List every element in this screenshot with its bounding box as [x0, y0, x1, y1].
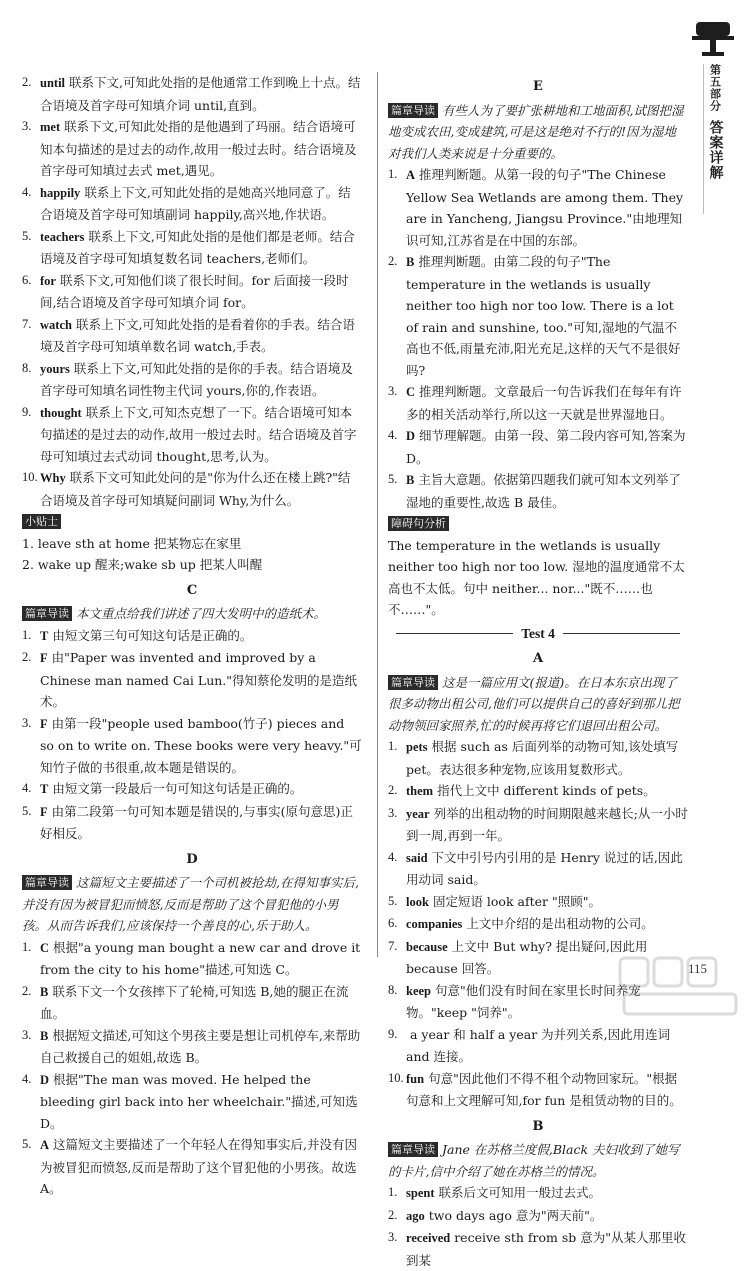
item-number: 7.: [22, 316, 32, 331]
answer-item: [22, 116, 362, 182]
item-number: 7.: [388, 938, 398, 953]
answer-keyword: for: [40, 273, 56, 288]
answer-item: [22, 1069, 362, 1135]
answer-item: [388, 1227, 688, 1271]
answer-keyword: D: [40, 1072, 50, 1087]
tip-line: 2. wake up 醒来;wake sb up 把某人叫醒: [22, 557, 263, 572]
item-number: 5.: [22, 803, 32, 818]
intro-text: 这是一篇应用文(报道)。在日本东京出现了很多动物出租公司,他们可以提供自己的喜好到那儿把动物领回家照养,忙的时候再将它们退回出租公司。: [388, 674, 680, 733]
answer-text: 细节理解题。由第一段、第二段内容可知,答案为 D。: [406, 428, 686, 466]
answer-item: [388, 1068, 688, 1112]
answer-text: 列举的出租动物的时间期限越来越长;从一小时到一周,再到一年。: [406, 805, 688, 843]
item-number: 2.: [388, 783, 398, 797]
answer-item: [22, 402, 362, 468]
answer-text: 推理判断题。由第二段的句子"The temperature in the wetlands is usually neither too high nor too low. There is a lot of rain and sunshine, too."可知,湿地的气温不高也不低,雨量充沛,阳光充足,这样的天气不是很好吗?: [406, 254, 681, 378]
answer-keyword: thought: [40, 405, 82, 420]
answer-text: 固定短语 look after "照顾"。: [432, 893, 601, 909]
item-number: 4.: [22, 1071, 32, 1086]
item-number: 1.: [22, 939, 32, 954]
section-heading-b: B: [532, 1118, 544, 1134]
answer-keyword: year: [406, 806, 430, 821]
answer-text: 由第一段"people used bamboo(竹子) pieces and so on to write on. These books were very heavy."可知竹子做的书很重,故本题是错误的。: [40, 715, 362, 775]
answer-keyword: happily: [40, 185, 81, 200]
answer-item: [22, 713, 362, 779]
header-rule: [563, 633, 680, 634]
answer-item: [388, 251, 688, 381]
item-number: 1.: [388, 739, 398, 753]
answer-item: [22, 778, 362, 801]
answer-keyword: Why: [40, 471, 66, 485]
section-intro: [388, 1139, 688, 1182]
item-number: 10.: [388, 1070, 404, 1085]
answer-keyword: D: [406, 429, 416, 443]
answer-item: [22, 625, 362, 648]
item-number: 3.: [22, 1027, 32, 1042]
answer-item: [388, 164, 688, 251]
answer-item: [22, 937, 362, 981]
answer-text: 根据短文描述,可知这个男孩主要是想让司机停车,来帮助自己救援自己的姐姐,故选 B。: [40, 1027, 361, 1065]
item-number: 2.: [22, 650, 32, 664]
answer-item: [388, 425, 688, 469]
answer-text: two days ago 意为"两天前"。: [428, 1207, 603, 1223]
answer-item: [388, 736, 688, 780]
intro-tag: 篇章导读: [388, 103, 438, 118]
answer-text: 联系上下文,可知此处指的是她高兴地同意了。结合语境及首字母可知填副词 happily,高兴地,作状语。: [40, 184, 351, 222]
answer-text: 根据"a young man bought a new car and drove it from the city to his home"描述,可知选 C。: [40, 939, 361, 977]
answer-text: 联系下文,可知此处指的是他通常工作到晚上十点。结合语境及首字母可知填介词 until,直到。: [40, 75, 361, 113]
section-intro: [22, 872, 362, 937]
answer-item: [388, 913, 688, 936]
intro-tag: 篇章导读: [22, 606, 72, 621]
answer-item: [388, 1024, 688, 1068]
answer-keyword: companies: [406, 917, 463, 931]
answer-keyword: B: [406, 255, 415, 269]
answer-keyword: T: [40, 628, 49, 643]
answer-text: 由短文第一段最后一句可知这句话是正确的。: [52, 781, 303, 796]
item-number: 4.: [388, 428, 398, 442]
answer-keyword: teachers: [40, 229, 85, 244]
answer-item: [22, 226, 362, 270]
item-number: 6.: [388, 916, 398, 930]
answer-keyword: until: [40, 76, 66, 90]
right-column: [388, 72, 688, 1271]
answer-text: 联系上下文,可知此处指的是他们都是老师。结合语境及首字母可知填复数名词 teachers,老师们。: [40, 228, 355, 266]
answer-item: [388, 1205, 688, 1228]
answer-keyword: pets: [406, 740, 428, 754]
answer-text: 下文中引号内引用的是 Henry 说过的话,因此用动词 said。: [406, 849, 683, 887]
tips-block: [22, 511, 362, 576]
intro-tag: 篇章导读: [388, 675, 438, 690]
section-intro: [388, 672, 688, 737]
item-number: 8.: [388, 982, 398, 997]
item-number: 5.: [388, 893, 398, 908]
item-number: 4.: [388, 849, 398, 864]
answer-keyword: F: [40, 651, 48, 665]
intro-tag: 篇章导读: [22, 875, 72, 890]
obstacle-tag: 障碍句分析: [388, 516, 449, 531]
answer-text: 联系上下文,可知杰克想了一下。结合语境可知本句描述的是过去的动作,故用一般过去时。结合语境及首字母可知填过去式动词 thought,思考,认为。: [40, 404, 357, 464]
answer-item: [388, 381, 688, 425]
answer-text: 上文中介绍的是出租动物的公司。: [466, 916, 654, 931]
item-number: 3.: [22, 119, 32, 133]
answer-text: 联系下文一个女孩摔下了轮椅,可知选 B,她的腿正在流血。: [40, 983, 349, 1021]
answer-keyword: A: [406, 168, 416, 182]
answer-item: [22, 182, 362, 226]
answer-item: [22, 981, 362, 1025]
item-number: 5.: [22, 1137, 32, 1151]
section-heading-c: C: [186, 582, 198, 598]
answer-text: 这篇短文主要描述了一个年轻人在得知事实后,并没有因为被冒犯而愤怒,反而是帮助了这个冒犯他的小男孩。故选 A。: [40, 1137, 358, 1196]
item-number: 1.: [388, 1185, 398, 1199]
item-number: 3.: [388, 1230, 398, 1244]
side-title-label: 答案详解: [707, 120, 724, 180]
intro-text: 有些人为了要扩张耕地和工地面积,试图把湿地变成农田,变成建筑,可是这是绝对不行的!因为湿地对我们人类来说是十分重要的。: [388, 102, 684, 161]
answer-keyword: B: [406, 473, 415, 487]
section-heading-e: E: [533, 79, 543, 94]
item-number: 10.: [22, 470, 38, 484]
item-number: 1.: [22, 627, 32, 642]
answer-item: [388, 469, 688, 513]
answer-keyword: met: [40, 120, 61, 134]
answer-keyword: said: [406, 850, 428, 865]
intro-text: Jane 在苏格兰度假,Black 夫妇收到了她写的卡片,信中介绍了她在苏格兰的情况。: [388, 1142, 680, 1179]
answer-text: 联系下文,可知他们谈了很长时间。for 后面接一段时间,结合语境及首字母可知填介词 for。: [40, 272, 349, 310]
answer-item: [388, 847, 688, 891]
answer-text: 联系后文可知用一般过去式。: [438, 1185, 601, 1200]
answer-text: 联系上下文,可知此处指的是看着你的手表。结合语境及首字母可知填单数名词 watch,手表。: [40, 316, 355, 354]
answer-item: [22, 270, 362, 314]
item-number: 4.: [22, 781, 32, 795]
answer-keyword: F: [40, 804, 48, 819]
item-number: 9.: [388, 1026, 398, 1041]
answer-keyword: B: [40, 984, 49, 999]
test-header: [388, 623, 688, 645]
answer-text: 推理判断题。文章最后一句告诉我们在每年有许多的相关活动举行,所以这一天就是世界湿地日。: [406, 384, 682, 422]
side-part-label: 第五部分: [708, 64, 722, 112]
test-title: Test 4: [521, 625, 555, 641]
item-number: 1.: [388, 167, 398, 181]
answer-keyword: A: [40, 1138, 50, 1152]
answer-keyword: fun: [406, 1071, 425, 1086]
hat-lamp-icon: [690, 18, 734, 58]
answer-keyword: yours: [40, 361, 70, 376]
answer-text: 句意"因此他们不得不租个动物回家玩。"根据句意和上文理解可知,for fun 是租赁动物的目的。: [406, 1070, 682, 1108]
item-number: 6.: [22, 272, 32, 287]
answer-keyword: keep: [406, 983, 431, 998]
item-number: 9.: [22, 404, 32, 419]
section-intro: [388, 100, 688, 165]
answer-keyword: because: [406, 939, 448, 954]
answer-item: [22, 72, 362, 116]
item-number: 5.: [388, 472, 398, 486]
answer-item: [22, 647, 362, 713]
header-rule: [396, 633, 513, 634]
item-number: 2.: [22, 75, 32, 89]
answer-text: 推理判断题。从第一段的句子"The Chinese Yellow Sea Wetlands are among them. They are in Yancheng, Jiangsu Province."由地理知识可知,江苏省是在中国的东部。: [406, 167, 684, 248]
intro-text: 本文重点给我们讲述了四大发明中的造纸术。: [76, 606, 327, 621]
tip-line: 1. leave sth at home 把某物忘在家里: [22, 535, 242, 551]
item-number: 2.: [388, 1207, 398, 1222]
answer-item: [22, 358, 362, 402]
page-number: 115: [688, 961, 708, 976]
answer-text: 由第二段第一句可知本题是错误的,与事实(原句意思)正好相反。: [40, 803, 353, 841]
answer-text: 联系下文,可知此处指的是他遇到了玛丽。结合语境可知本句描述的是过去的动作,故用一般过去时。结合语境及首字母可知填过去式 met,遇见。: [40, 119, 357, 178]
item-number: 2.: [388, 254, 398, 268]
answer-list-top: [22, 72, 362, 511]
answer-text: 由短文第三句可知这句话是正确的。: [52, 627, 253, 643]
answer-keyword: look: [406, 894, 429, 909]
intro-tag: 篇章导读: [388, 1142, 438, 1157]
answer-item: [388, 1182, 688, 1205]
answer-keyword: T: [40, 782, 49, 796]
answer-keyword: C: [40, 940, 50, 955]
answer-text: 根据 such as 后面列举的动物可知,该处填写 pet。表达很多种宠物,应该用复数形式。: [406, 739, 679, 777]
item-number: 3.: [22, 715, 32, 730]
section-heading-d: D: [186, 851, 198, 867]
obstacle-text: The temperature in the wetlands is usually neither too high nor too low. 湿地的温度通常不太高也不太低。句中 neither... nor..."既不……也不……"。: [388, 537, 685, 617]
intro-text: 这篇短文主要描述了一个司机被抢劫,在得知事实后,并没有因为被冒犯而愤怒,反而是帮助了这个冒犯他的小男孩。从而告诉我们,应该保持一个善良的心,乐于助人。: [22, 875, 359, 933]
item-number: 5.: [22, 228, 32, 243]
item-number: 8.: [22, 360, 32, 375]
column-divider: [377, 72, 378, 957]
answer-text: 主旨大意题。依据第四题我们就可知本文列举了湿地的重要性,故选 B 最佳。: [406, 472, 681, 510]
side-tab: [703, 64, 726, 214]
answer-text: 联系下文可知此处问的是"你为什么还在楼上跳?"结合语境及首字母可知填疑问副词 Why,为什么。: [40, 470, 351, 508]
answer-item: [22, 314, 362, 358]
answer-text: a year 和 half a year 为并列关系,因此用连词 and 连接。: [406, 1026, 671, 1064]
answer-text: 根据"The man was moved. He helped the bleeding girl back into her wheelchair."描述,可知选 D。: [40, 1071, 358, 1131]
answer-keyword: watch: [40, 317, 72, 332]
answer-item: [388, 780, 688, 803]
item-number: 3.: [388, 805, 398, 820]
obstacle-block: [388, 513, 688, 621]
answer-item: [388, 803, 688, 847]
answer-text: 上文中 But why? 提出疑问,因此用 because 回答。: [406, 938, 648, 976]
answer-text: 由"Paper was invented and improved by a Chinese man named Cai Lun."得知蔡伦发明的是造纸术。: [40, 650, 358, 709]
answer-item: [22, 467, 362, 511]
item-number: 2.: [22, 983, 32, 998]
answer-text: 句意"他们没有时间在家里长时间养宠物。"keep "饲养"。: [406, 982, 641, 1020]
answer-keyword: them: [406, 784, 434, 798]
answer-item: [388, 891, 688, 914]
answer-text: 指代上文中 different kinds of pets。: [437, 783, 656, 798]
watermark-logo: [616, 952, 744, 1022]
item-number: 4.: [22, 184, 32, 199]
answer-keyword: B: [40, 1028, 49, 1043]
answer-keyword: F: [40, 716, 48, 731]
answer-keyword: C: [406, 385, 416, 399]
answer-text: 联系上下文,可知此处指的是你的手表。结合语境及首字母可知填名词性物主代词 yours,你的,作表语。: [40, 360, 353, 398]
item-number: 3.: [388, 384, 398, 398]
answer-item: [22, 1134, 362, 1200]
answer-item: [22, 801, 362, 845]
answer-keyword: received: [406, 1231, 451, 1245]
left-column: [22, 72, 362, 1200]
section-heading-a: A: [532, 651, 544, 666]
section-intro: [22, 603, 362, 625]
answer-keyword: ago: [406, 1208, 425, 1223]
answer-text: receive sth from sb 意为"从某人那里收到某: [406, 1230, 686, 1268]
answer-item: [22, 1025, 362, 1069]
tip-label: 小贴士: [22, 514, 61, 529]
answer-keyword: spent: [406, 1186, 435, 1200]
